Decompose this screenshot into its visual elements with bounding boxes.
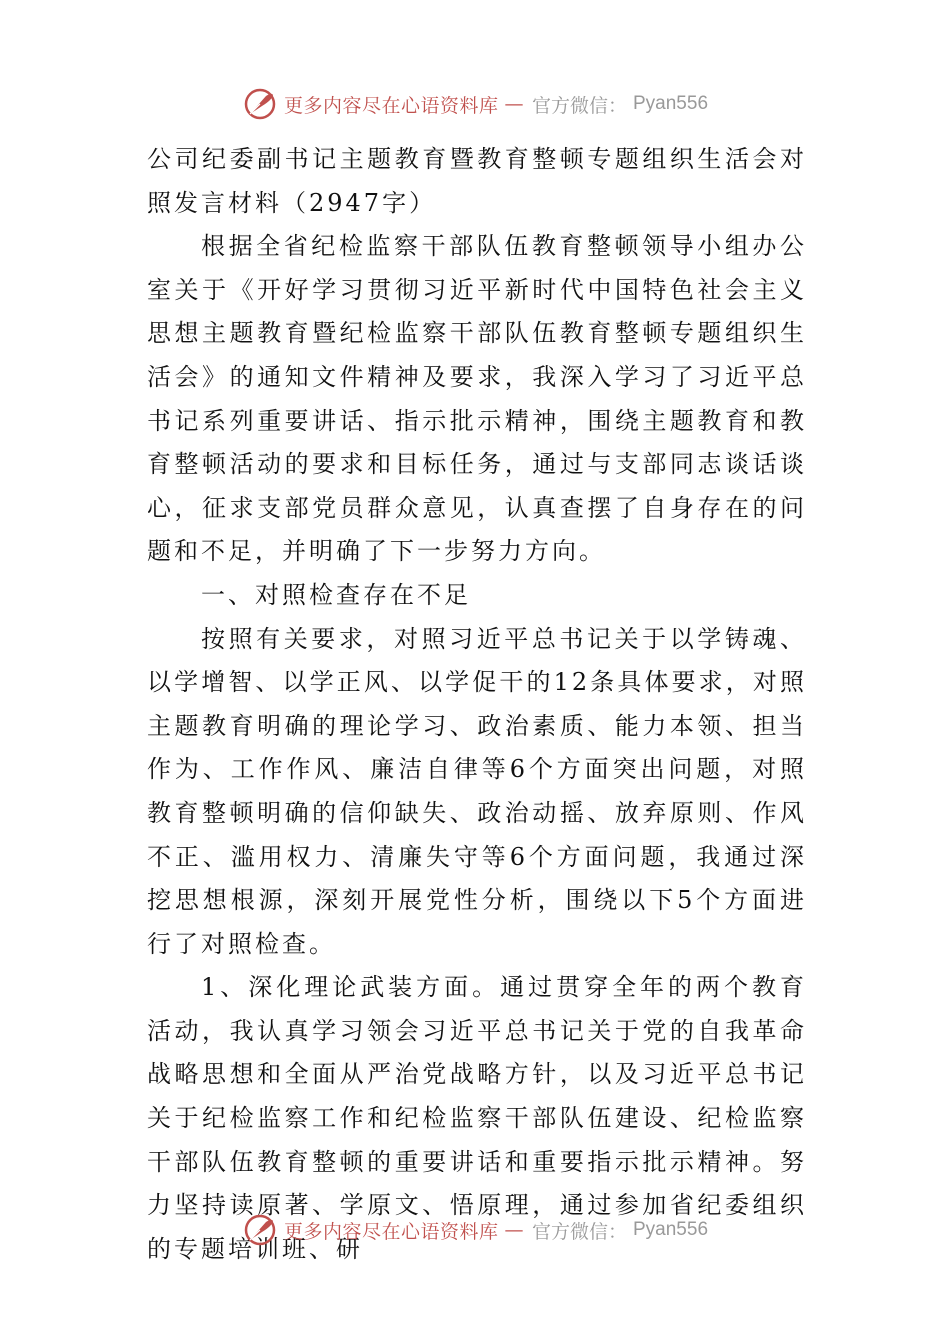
document-title: 公司纪委副书记主题教育暨教育整顿专题组织生活会对照发言材料（2947字） (147, 145, 807, 217)
section-heading-1: 一、对照检查存在不足 (201, 580, 471, 609)
footer-banner-inner (242, 1212, 708, 1248)
banner-wechat-id: Pyan556 (633, 93, 709, 114)
banner-dash: — (504, 1219, 524, 1241)
quill-logo-icon (242, 1212, 278, 1248)
quill-logo-icon (242, 86, 278, 122)
footer-banner (0, 1210, 950, 1250)
banner-slogan: 更多内容尽在心语资料库 (283, 1220, 499, 1243)
banner-dash: — (504, 93, 524, 115)
paragraph-requirements: 按照有关要求，对照习近平总书记关于以学铸魂、以学增智、以学正风、以学促干的12条具体要求，对照主题教育明确的理论学习、政治素质、能力本领、担当作为、工作作风、廉洁自律等6个方面突出问题，对照教育整顿明确的信仰缺失、政治动摇、放弃原则、作风不正、滥用权力、清廉失守等6个方面问题，我通过深挖思想根源，深刻开展党性分析，围绕以下5个方面进行了对照检查。 (147, 624, 807, 958)
header-banner-inner (242, 86, 708, 122)
banner-slogan: 更多内容尽在心语资料库 (283, 94, 499, 117)
banner-wechat-label: 官方微信： (531, 94, 627, 117)
banner-wechat-label: 官方微信： (531, 1220, 627, 1243)
document-body (147, 138, 807, 1271)
header-banner (0, 84, 950, 124)
banner-wechat-id: Pyan556 (633, 1219, 709, 1240)
paragraph-theory: 1、深化理论武装方面。通过贯穿全年的两个教育活动，我认真学习领会习近平总书记关于党的自我革命战略思想和全面从严治党战略方针，以及习近平总书记关于纪检监察工作和纪检监察干部队伍建设、纪检监察干部队伍教育整顿的重要讲话和重要指示批示精神。努力坚持读原著、学原文、悟原理，通过参加省纪委组织的专题培训班、研 (147, 973, 807, 1263)
paragraph-intro: 根据全省纪检监察干部队伍教育整顿领导小组办公室关于《开好学习贯彻习近平新时代中国特色社会主义思想主题教育暨纪检监察干部队伍教育整顿专题组织生活会》的通知文件精神及要求，我深入学习了习近平总书记系列重要讲话、指示批示精神，围绕主题教育和教育整顿活动的要求和目标任务，通过与支部同志谈话谈心，征求支部党员群众意见，认真查摆了自身存在的问题和不足，并明确了下一步努力方向。 (147, 232, 807, 566)
